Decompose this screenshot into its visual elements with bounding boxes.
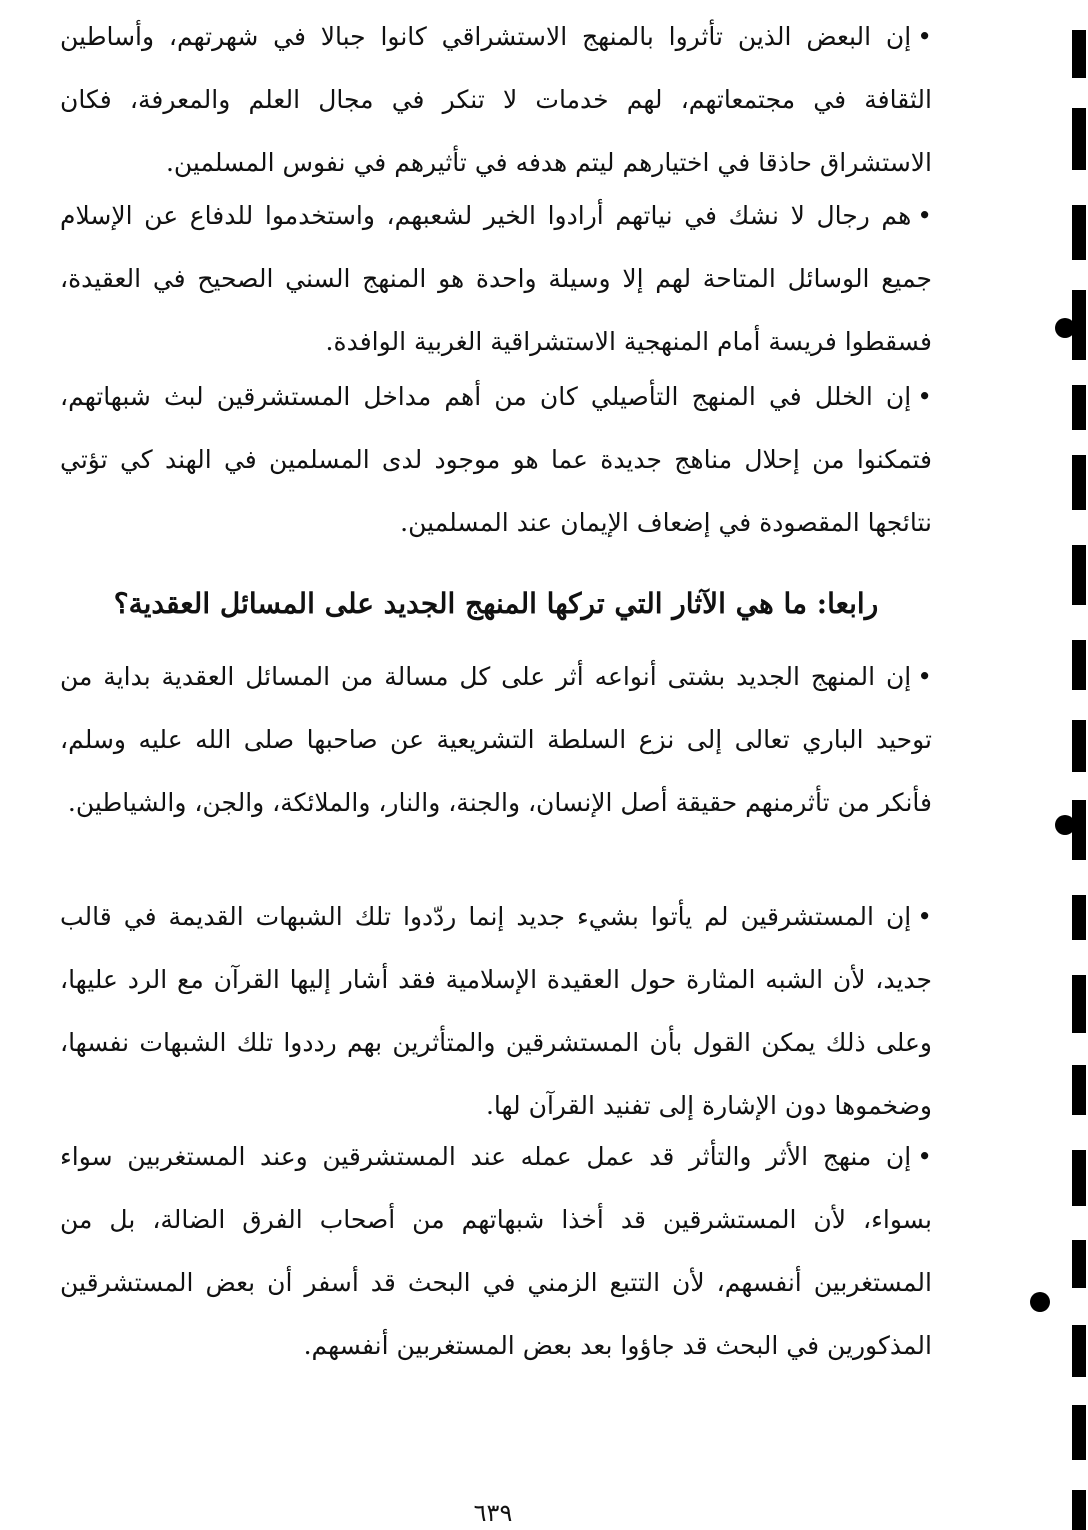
paragraph (60, 184, 932, 373)
bullet: • (917, 201, 932, 230)
section-heading: رابعا: ما هي الآثار التي تركها المنهج الجديد على المسائل العقدية؟ (113, 587, 879, 620)
edge-bar (1072, 1490, 1086, 1530)
paragraph-text: إن منهج الأثر والتأثر قد عمل عمله عند المستشرقين وعند المستغربين سواء بسواء، لأن المستشرقين قد أخذا شبهاتهم من أصحاب الفرق الضالة، بل من المستغربين أنفسهم، لأن التتبع الزمني في البحث قد أسفر أن بعض المستشرقين المذكورين في البحث قد جاؤوا بعد بعض المستغربين أنفسهم. (60, 1142, 932, 1360)
punch-hole-dot (1055, 815, 1075, 835)
edge-bar (1072, 1240, 1086, 1288)
paragraph-text: إن المستشرقين لم يأتوا بشيء جديد إنما ردّدوا تلك الشبهات القديمة في قالب جديد، لأن الشبه المثارة حول العقيدة الإسلامية فقد أشار إليها القرآن مع الرد عليها، وعلى ذلك يمكن القول بأن المستشرقين والمتأثرين بهم رددوا تلك الشبهات نفسها، وضخموها دون الإشارة إلى تفنيد القرآن لها. (60, 902, 932, 1120)
page-number: ٦٣٩ (473, 1499, 513, 1527)
paragraph (60, 885, 932, 1137)
edge-bar (1072, 1325, 1086, 1377)
edge-bar (1072, 108, 1086, 170)
edge-bar (1072, 1405, 1086, 1460)
edge-bar (1072, 720, 1086, 772)
edge-bar (1072, 800, 1086, 860)
document-page (60, 0, 932, 1530)
paragraph-text: إن المنهج الجديد بشتى أنواعه أثر على كل مسالة من المسائل العقدية بداية من توحيد الباري تعالى إلى نزع السلطة التشريعية عن صاحبها صلى الله عليه وسلم، فأنكر من تأثرمنهم حقيقة أصل الإنسان، والجنة، والنار، والملائكة، والجن، والشياطين. (60, 662, 932, 817)
paragraph (60, 1125, 932, 1377)
edge-bar (1072, 385, 1086, 430)
edge-bar (1072, 895, 1086, 940)
bullet: • (917, 902, 932, 931)
edge-bar (1072, 545, 1086, 605)
edge-bar (1072, 455, 1086, 510)
edge-bar (1072, 640, 1086, 690)
edge-bar (1072, 30, 1086, 78)
paragraph-text: هم رجال لا نشك في نياتهم أرادوا الخير لشعبهم، واستخدموا للدفاع عن الإسلام جميع الوسائل المتاحة لهم إلا وسيلة واحدة هو المنهج السني الصحيح في العقيدة، فسقطوا فريسة أمام المنهجية الاستشراقية الغربية الوافدة. (60, 201, 932, 356)
edge-bar (1072, 1065, 1086, 1115)
paragraph (60, 5, 932, 194)
edge-bar (1072, 205, 1086, 260)
edge-bar (1072, 975, 1086, 1033)
edge-bar (1072, 1150, 1086, 1206)
paragraph-text: إن الخلل في المنهج التأصيلي كان من أهم مداخل المستشرقين لبث شبهاتهم، فتمكنوا من إحلال مناهج جديدة عما هو موجود لدى المسلمين في الهند كي تؤتي نتائجها المقصودة في إضعاف الإيمان عند المسلمين. (60, 382, 932, 537)
paragraph (60, 645, 932, 834)
paragraph (60, 365, 932, 554)
bullet: • (917, 1142, 932, 1171)
punch-hole-dot (1030, 1292, 1050, 1312)
punch-hole-dot (1055, 318, 1075, 338)
bullet: • (917, 22, 932, 51)
bullet: • (917, 382, 932, 411)
paragraph-text: إن البعض الذين تأثروا بالمنهج الاستشراقي كانوا جبالا في شهرتهم، وأساطين الثقافة في مجتمعاتهم، لهم خدمات لا تنكر في مجال العلم والمعرفة، فكان الاستشراق حاذقا في اختيارهم ليتم هدفه في تأثيرهم في نفوس المسلمين. (60, 22, 932, 177)
bullet: • (917, 662, 932, 691)
